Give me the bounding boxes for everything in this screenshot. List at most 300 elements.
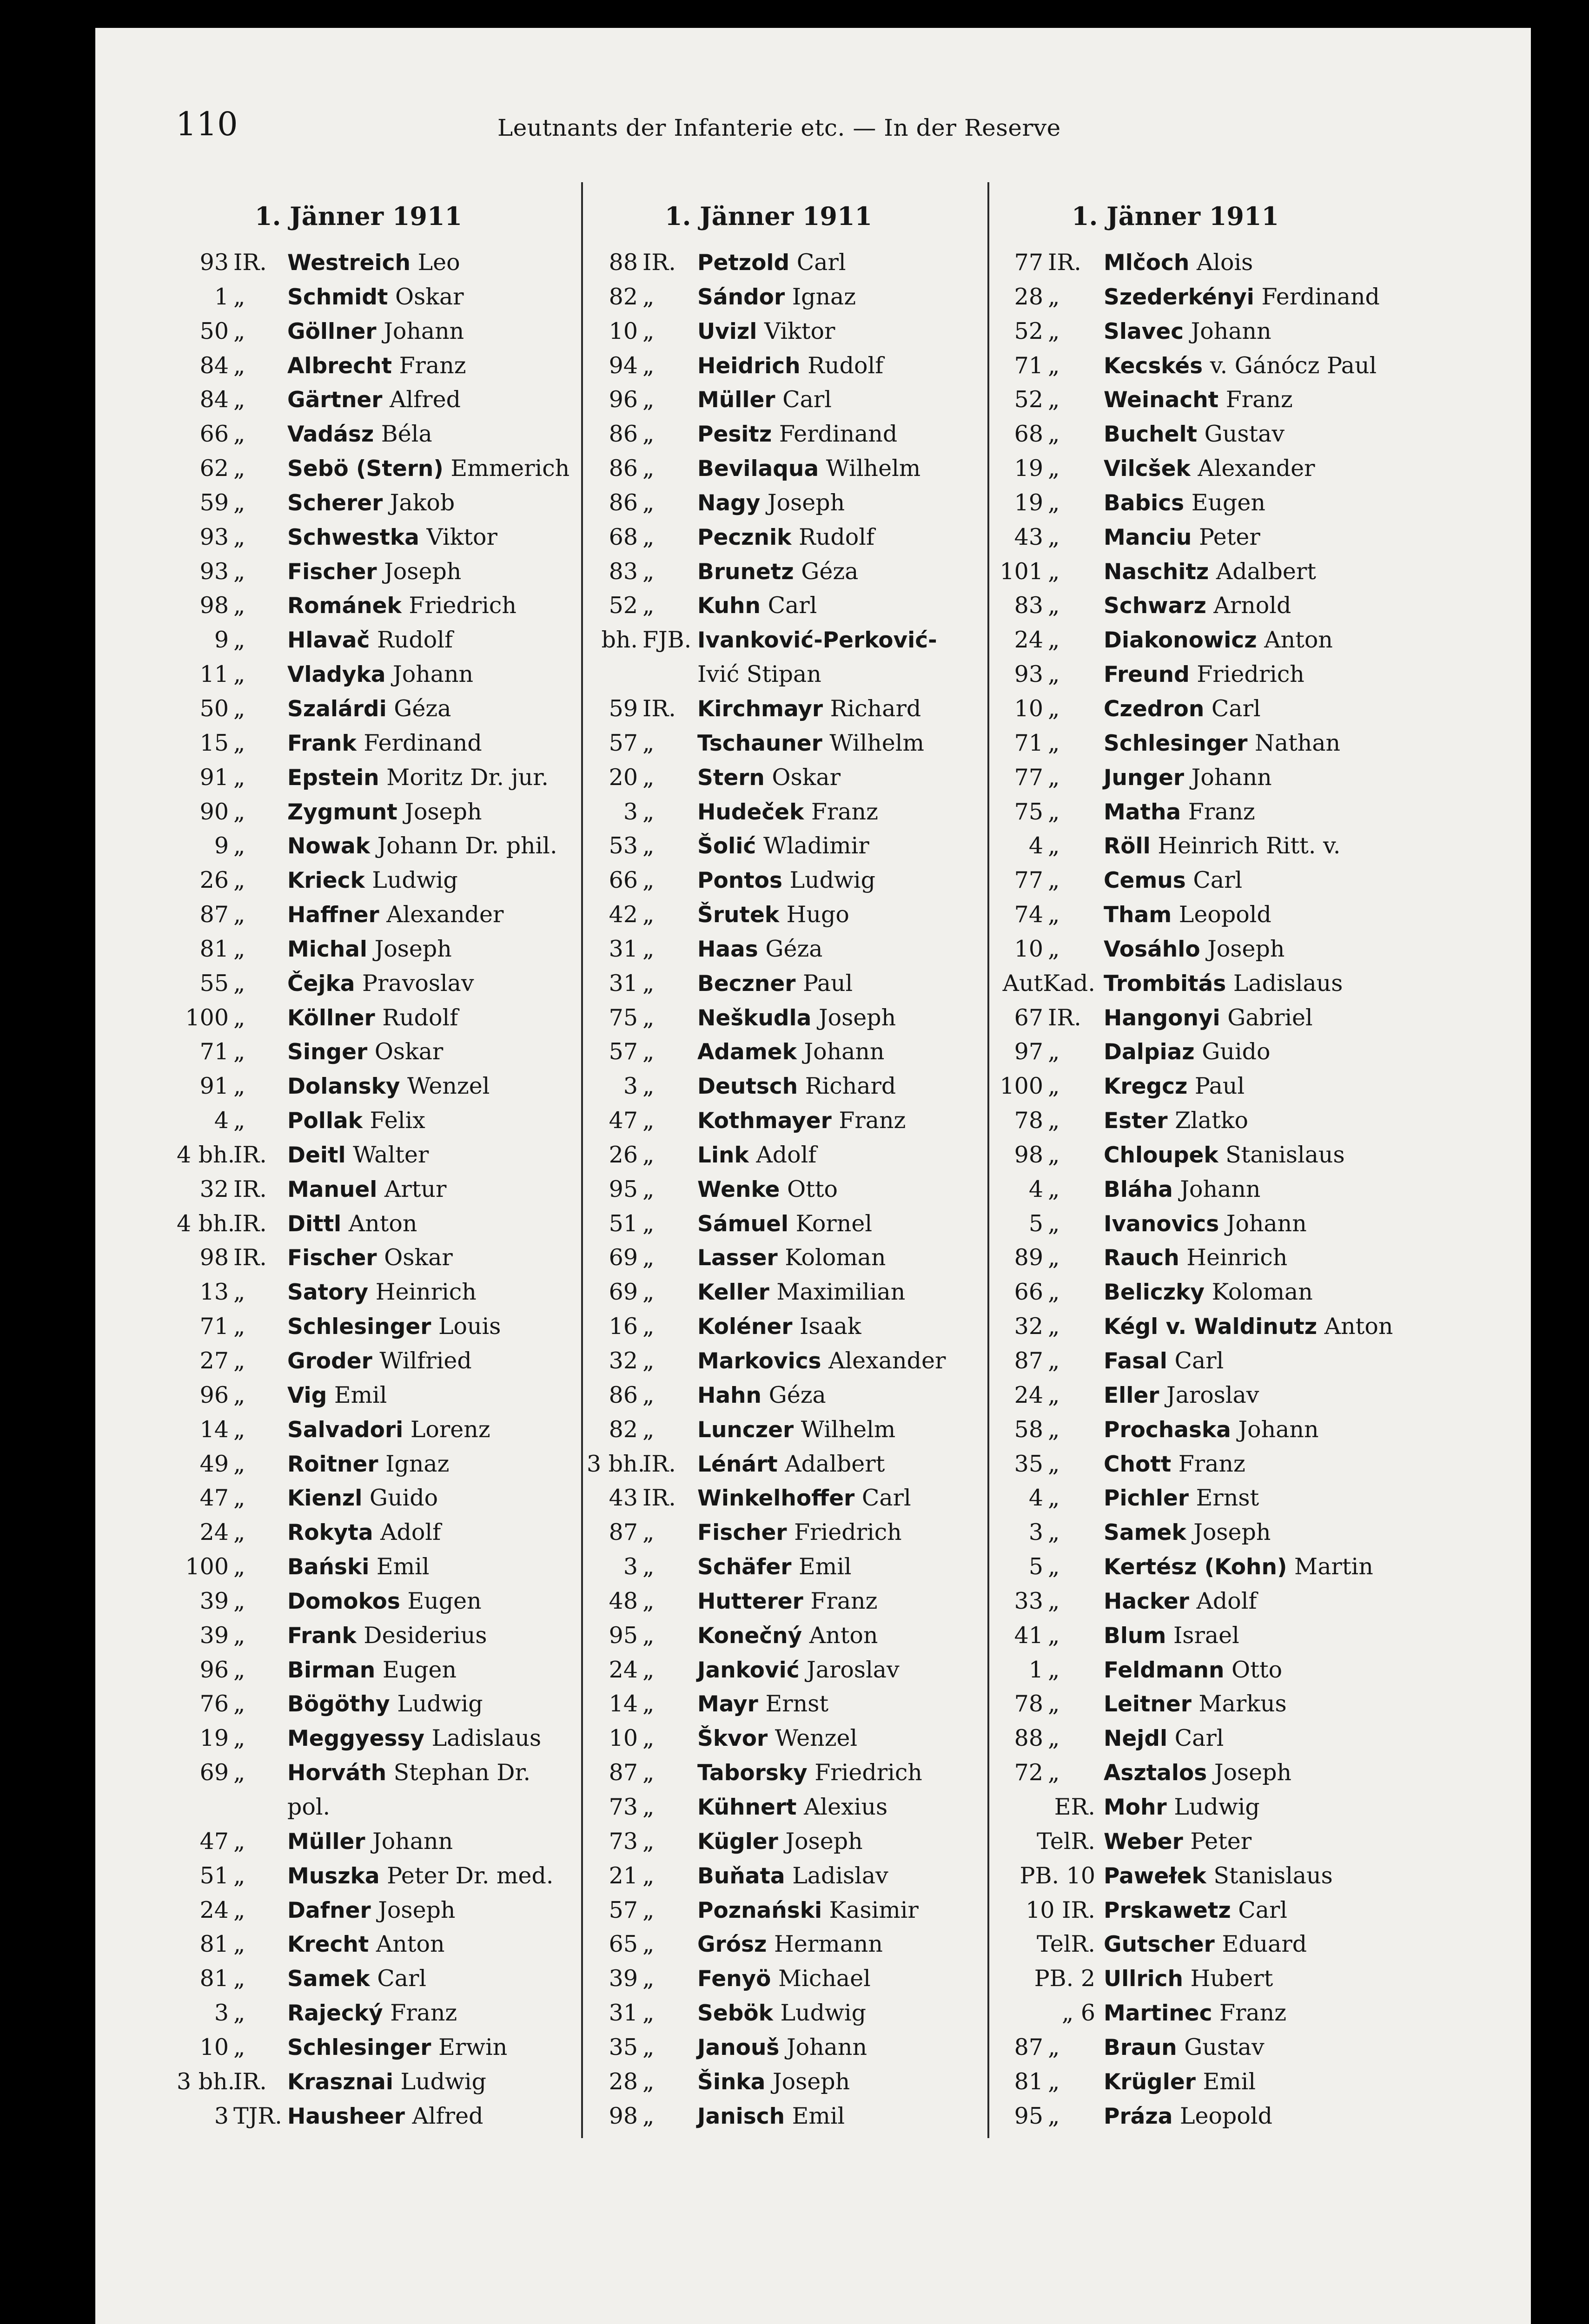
regiment-type: „ [1048, 1313, 1060, 1340]
regiment-type: „ [642, 352, 655, 379]
list-item [177, 1893, 576, 1928]
given-name: Eugen [407, 1587, 482, 1614]
unit-number: 31 [609, 935, 638, 962]
officer-name [697, 1893, 919, 1928]
list-item [177, 520, 576, 555]
unit-number: 82 [609, 283, 638, 310]
officer-name [697, 623, 937, 658]
unit-number: 3 [1028, 1519, 1043, 1546]
column-1-list [177, 245, 576, 2133]
given-name: Franz [1188, 798, 1255, 825]
regiment-type: „ [642, 2000, 655, 2027]
surname: Freund [1104, 662, 1190, 688]
regiment-type: „ [1048, 1175, 1060, 1202]
list-item [587, 1378, 983, 1413]
list-item [177, 1069, 576, 1103]
officer-name [1104, 280, 1380, 315]
list-item [177, 1447, 576, 1481]
given-name: Emil [334, 1381, 387, 1408]
surname: Uvizl [697, 318, 757, 344]
regiment-type: „ [642, 592, 655, 619]
surname: Schmidt [287, 284, 388, 310]
regiment-type: „ [1048, 455, 1060, 482]
list-item [993, 1721, 1411, 1756]
officer-name [1104, 1138, 1345, 1173]
list-item [177, 314, 576, 349]
list-item [177, 1275, 576, 1309]
surname: Neškudla [697, 1005, 812, 1031]
surname: Šinka [697, 2069, 766, 2095]
unit-number: 77 [1014, 249, 1043, 276]
officer-name [287, 451, 569, 486]
list-item [177, 417, 576, 451]
given-name: Franz [839, 1107, 906, 1134]
unit-number: 31 [609, 2000, 638, 2027]
list-item [177, 692, 576, 726]
list-item [587, 1790, 983, 1824]
given-name: Gustav [1184, 2034, 1265, 2060]
given-name: Artur [384, 1175, 447, 1202]
surname: Janisch [697, 2103, 785, 2129]
unit-number: 83 [609, 558, 638, 585]
officer-name [1104, 829, 1340, 864]
given-name: Anton [1264, 627, 1333, 654]
list-item [177, 1721, 576, 1756]
regiment-type: „ [1048, 317, 1060, 344]
officer-name [697, 898, 849, 932]
officer-name [1104, 1515, 1271, 1550]
list-item [177, 623, 576, 657]
list-item [993, 1172, 1411, 1207]
list-item [993, 1584, 1411, 1618]
officer-name [1104, 1378, 1259, 1413]
given-name: Ignaz [385, 1450, 450, 1477]
given-name: Alexius [804, 1793, 888, 1820]
unit-number: 96 [199, 1381, 229, 1408]
given-name: Viktor [764, 317, 835, 344]
surname: Heidrich [697, 353, 801, 379]
list-item [177, 2030, 576, 2065]
regiment-type: „ [642, 1038, 655, 1065]
officer-name [287, 829, 557, 864]
surname: Schlesinger [1104, 730, 1248, 756]
regiment-type: „ [1048, 1210, 1060, 1237]
unit-number: 53 [609, 832, 638, 859]
surname: Mayr [697, 1691, 758, 1717]
surname: Koléner [697, 1314, 793, 1340]
surname: Chott [1104, 1451, 1172, 1477]
unit-number: 97 [1014, 1038, 1043, 1065]
list-item [177, 1996, 576, 2030]
unit-number: TelR. [1036, 1931, 1095, 1958]
unit-number: 66 [199, 421, 229, 448]
unit-number: 57 [609, 1896, 638, 1923]
list-item [587, 383, 983, 417]
list-item [177, 349, 576, 383]
officer-name [697, 245, 846, 280]
unit-number: 13 [199, 1279, 229, 1306]
list-item [993, 1447, 1411, 1481]
given-name: Isaak [799, 1313, 861, 1340]
surname: Konečný [697, 1623, 802, 1649]
list-item [177, 1653, 576, 1687]
regiment-type: „ [1048, 558, 1060, 585]
list-item [993, 2099, 1411, 2133]
list-item [177, 657, 576, 692]
officer-name [697, 1515, 902, 1550]
unit-number: 26 [609, 1141, 638, 1168]
list-item [177, 932, 576, 966]
unit-number: 3 [623, 1553, 638, 1580]
officer-name [1104, 1413, 1319, 1447]
unit-number: 84 [199, 352, 229, 379]
unit-number: 49 [199, 1450, 229, 1477]
surname: Kienzl [287, 1486, 363, 1512]
regiment-type: „ [1048, 1347, 1060, 1374]
unit-number: 77 [1014, 764, 1043, 791]
unit-number: 62 [199, 455, 229, 482]
officer-name [697, 1756, 922, 1790]
regiment-type: „ [1048, 1622, 1060, 1649]
unit-number: 81 [199, 935, 229, 962]
regiment-type: „ [233, 1896, 245, 1923]
unit-number: 39 [199, 1587, 229, 1614]
given-name: Pravoslav [362, 970, 474, 997]
list-item [587, 1515, 983, 1550]
officer-name [697, 1309, 861, 1344]
given-name: Adolf [1196, 1587, 1257, 1614]
surname: Diakonowicz [1104, 627, 1257, 654]
officer-name [697, 1035, 884, 1070]
unit-number: 24 [199, 1519, 229, 1546]
list-item [993, 1790, 1411, 1824]
surname: Matha [1104, 799, 1181, 825]
unit-number: 11 [199, 661, 229, 688]
list-item [177, 1378, 576, 1413]
list-item [587, 1035, 983, 1069]
surname: Schwestka [287, 524, 419, 550]
given-name: Carl [377, 1965, 427, 1992]
officer-name [287, 1618, 487, 1653]
officer-name [1104, 1207, 1307, 1241]
unit-number: 51 [199, 1862, 229, 1889]
column-3-list [993, 245, 1411, 2133]
officer-name [697, 520, 874, 555]
regiment-type: TJR. [233, 2102, 282, 2129]
list-item [993, 1001, 1411, 1035]
given-name: Jaroslav [1166, 1381, 1259, 1408]
surname: Lasser [697, 1245, 778, 1271]
regiment-type: „ [642, 901, 655, 928]
unit-number: 93 [1014, 661, 1043, 688]
given-name: Oskar [384, 1244, 453, 1271]
list-item [177, 795, 576, 829]
unit-number: 3 [623, 798, 638, 825]
list-item [587, 245, 983, 280]
officer-name [1104, 1344, 1224, 1379]
regiment-type: „ [233, 1759, 245, 1786]
list-item [177, 1859, 576, 1893]
list-item [993, 760, 1411, 795]
list-item [177, 1584, 576, 1618]
officer-name [287, 1687, 483, 1722]
regiment-type: „ [1048, 935, 1060, 962]
officer-name [1104, 1721, 1224, 1756]
unit-number: 86 [609, 421, 638, 448]
officer-name [1104, 1927, 1307, 1962]
list-item [993, 1927, 1411, 1961]
regiment-type: „ [233, 1553, 245, 1580]
list-item [587, 1996, 983, 2030]
regiment-type: „ [233, 1931, 245, 1958]
unit-number: 81 [199, 1931, 229, 1958]
given-name: Carl [1211, 695, 1261, 722]
regiment-type: „ [233, 558, 245, 585]
regiment-type: „ [642, 1862, 655, 1889]
list-item [177, 2099, 576, 2133]
given-name: Heinrich [375, 1279, 477, 1306]
surname: Winkelhoffer [697, 1486, 855, 1512]
given-name: Johann [786, 2034, 867, 2060]
list-item [587, 1344, 983, 1378]
given-name: Guido [1202, 1038, 1271, 1065]
list-item [993, 1378, 1411, 1413]
given-name: Johann [1226, 1210, 1307, 1237]
surname: Pecznik [697, 524, 792, 550]
unit-number: 74 [1014, 901, 1043, 928]
list-item [993, 1344, 1411, 1378]
surname: Zygmunt [287, 799, 397, 825]
officer-name [697, 1344, 946, 1379]
officer-name [697, 1584, 877, 1619]
officer-name [697, 795, 878, 830]
list-item [993, 829, 1411, 863]
regiment-type: „ [642, 1244, 655, 1271]
officer-name [1104, 451, 1315, 486]
surname: Janković [697, 1657, 800, 1683]
regiment-type: „ [642, 1347, 655, 1374]
surname: Pesitz [697, 422, 772, 448]
surname: Krügler [1104, 2069, 1196, 2095]
list-item [993, 863, 1411, 898]
officer-name [287, 966, 474, 1001]
given-name: Johann [372, 1828, 453, 1855]
surname: Pichler [1104, 1486, 1189, 1512]
list-item [587, 1927, 983, 1961]
surname: Epstein [287, 765, 379, 791]
given-name: Ludwig [400, 2068, 486, 2095]
unit-number: 48 [609, 1587, 638, 1614]
unit-number: 10 [1014, 935, 1043, 962]
list-item [177, 280, 576, 314]
list-item [993, 1859, 1411, 1893]
regiment-type: „ [1048, 661, 1060, 688]
surname: Manciu [1104, 524, 1192, 550]
surname: Wenke [697, 1176, 780, 1202]
list-item [993, 1961, 1411, 1996]
unit-number: 52 [1014, 386, 1043, 413]
officer-name [287, 932, 452, 967]
regiment-type: „ [1048, 798, 1060, 825]
surname: Hlavač [287, 627, 370, 654]
officer-name [697, 1207, 872, 1241]
officer-name [287, 1584, 482, 1619]
unit-number: 98 [199, 592, 229, 619]
regiment-type: „ [642, 1107, 655, 1134]
surname: Singer [287, 1039, 368, 1065]
officer-name [287, 2030, 507, 2065]
regiment-type: „ [642, 1004, 655, 1031]
given-name: Carl [1193, 867, 1243, 894]
unit-number: 100 [185, 1004, 229, 1031]
list-item [177, 2065, 576, 2099]
regiment-type: „ [1048, 729, 1060, 756]
unit-number: 76 [199, 1690, 229, 1717]
regiment-type: „ [1048, 1381, 1060, 1408]
list-item [587, 1687, 983, 1721]
scan-border-left [0, 0, 95, 2324]
given-name: Oskar [395, 283, 464, 310]
unit-number: 19 [199, 1725, 229, 1752]
surname: Haas [697, 936, 758, 962]
regiment-type: „ [642, 558, 655, 585]
list-item [993, 2065, 1411, 2099]
given-name: Johann [393, 661, 474, 688]
regiment-type: „ [233, 1107, 245, 1134]
given-name: Ladislaus [431, 1725, 542, 1752]
surname: Grósz [697, 1932, 767, 1958]
list-item [993, 245, 1411, 280]
given-name: Leo [417, 249, 460, 276]
officer-name [697, 1996, 866, 2031]
given-name: Jaroslav [807, 1656, 900, 1683]
surname: Müller [287, 1829, 365, 1855]
given-name: Adalbert [1216, 558, 1316, 585]
given-name: Hermann [774, 1931, 883, 1958]
regiment-type: „ [642, 523, 655, 550]
given-name: Ludwig [1174, 1793, 1260, 1820]
scan-border-right [1531, 0, 1589, 2324]
given-name: Eugen [382, 1656, 457, 1683]
given-name: Heinrich Ritt. v. [1158, 832, 1341, 859]
given-name: Ludwig [789, 867, 875, 894]
unit-number: 51 [609, 1210, 638, 1237]
unit-number: 42 [609, 901, 638, 928]
list-item [587, 1721, 983, 1756]
officer-name [697, 588, 817, 623]
surname: Martinec [1104, 2000, 1212, 2027]
regiment-type: „ [233, 1965, 245, 1992]
unit-number: 98 [199, 1244, 229, 1271]
unit-number: 57 [609, 1038, 638, 1065]
officer-name [697, 314, 835, 349]
regiment-type: „ [642, 1553, 655, 1580]
surname: Dittl [287, 1211, 342, 1237]
given-name: Felix [370, 1107, 425, 1134]
given-name: pol. [287, 1793, 331, 1820]
given-name: Louis [438, 1313, 501, 1340]
given-name: Carl [768, 592, 817, 619]
surname: Vig [287, 1382, 327, 1408]
surname: Satory [287, 1280, 369, 1306]
regiment-type: „ [1048, 1141, 1060, 1168]
unit-number: 96 [609, 386, 638, 413]
surname: Adamek [697, 1039, 797, 1065]
given-name: Franz [811, 798, 878, 825]
list-item [177, 1790, 576, 1824]
given-name: Adolf [756, 1141, 817, 1168]
officer-name [1104, 1550, 1373, 1585]
officer-name [287, 760, 549, 795]
unit-number: 50 [199, 695, 229, 722]
regiment-type: IR. [233, 1175, 267, 1202]
surname: Brunetz [697, 559, 794, 585]
officer-name [287, 1721, 541, 1756]
surname: Slavec [1104, 318, 1184, 344]
column-3-title: 1. Jänner 1911 [1072, 201, 1279, 231]
officer-name [287, 1824, 453, 1859]
given-name: Carl [796, 249, 846, 276]
regiment-type: „ [642, 1381, 655, 1408]
unit-number: 10 [609, 317, 638, 344]
officer-name [287, 588, 516, 623]
given-name: Zlatko [1175, 1107, 1249, 1134]
unit-number: 96 [199, 1656, 229, 1683]
surname: Hahn [697, 1382, 761, 1408]
given-name: Rudolf [808, 352, 884, 379]
unit-number: 28 [609, 2068, 638, 2095]
given-name: Otto [1231, 1656, 1283, 1683]
list-item [587, 760, 983, 795]
regiment-type: „ [642, 1519, 655, 1546]
surname: Krecht [287, 1932, 369, 1958]
surname: Kügler [697, 1829, 778, 1855]
unit-number: 69 [199, 1759, 229, 1786]
unit-number: 88 [609, 249, 638, 276]
surname: Prochaska [1104, 1417, 1231, 1443]
given-name: Friedrich [814, 1759, 922, 1786]
list-item [993, 1893, 1411, 1928]
regiment-type: „ [1048, 1725, 1060, 1752]
list-item [177, 1241, 576, 1275]
regiment-type: „ [233, 764, 245, 791]
unit-number: 9 [214, 832, 229, 859]
unit-number: 59 [609, 695, 638, 722]
list-item [587, 1413, 983, 1447]
regiment-type: „ [642, 1828, 655, 1855]
list-item [993, 623, 1411, 657]
officer-name [1104, 2065, 1256, 2100]
officer-name [1104, 932, 1284, 967]
regiment-type: „ [233, 1450, 245, 1477]
unit-number: 68 [609, 523, 638, 550]
unit-number: 4 [1028, 832, 1043, 859]
list-item [587, 1618, 983, 1653]
officer-name [287, 1344, 472, 1379]
unit-number: 4 [1028, 1175, 1043, 1202]
unit-number: 65 [609, 1931, 638, 1958]
given-name: Franz [1219, 2000, 1287, 2027]
regiment-type: „ [642, 1416, 655, 1443]
list-item [177, 1138, 576, 1172]
unit-number: 75 [609, 1004, 638, 1031]
unit-number: 32 [1014, 1313, 1043, 1340]
regiment-type: „ [233, 523, 245, 550]
given-name: Joseph [785, 1828, 863, 1855]
officer-name [1104, 760, 1272, 795]
officer-name [287, 555, 461, 589]
unit-number: 87 [609, 1519, 638, 1546]
